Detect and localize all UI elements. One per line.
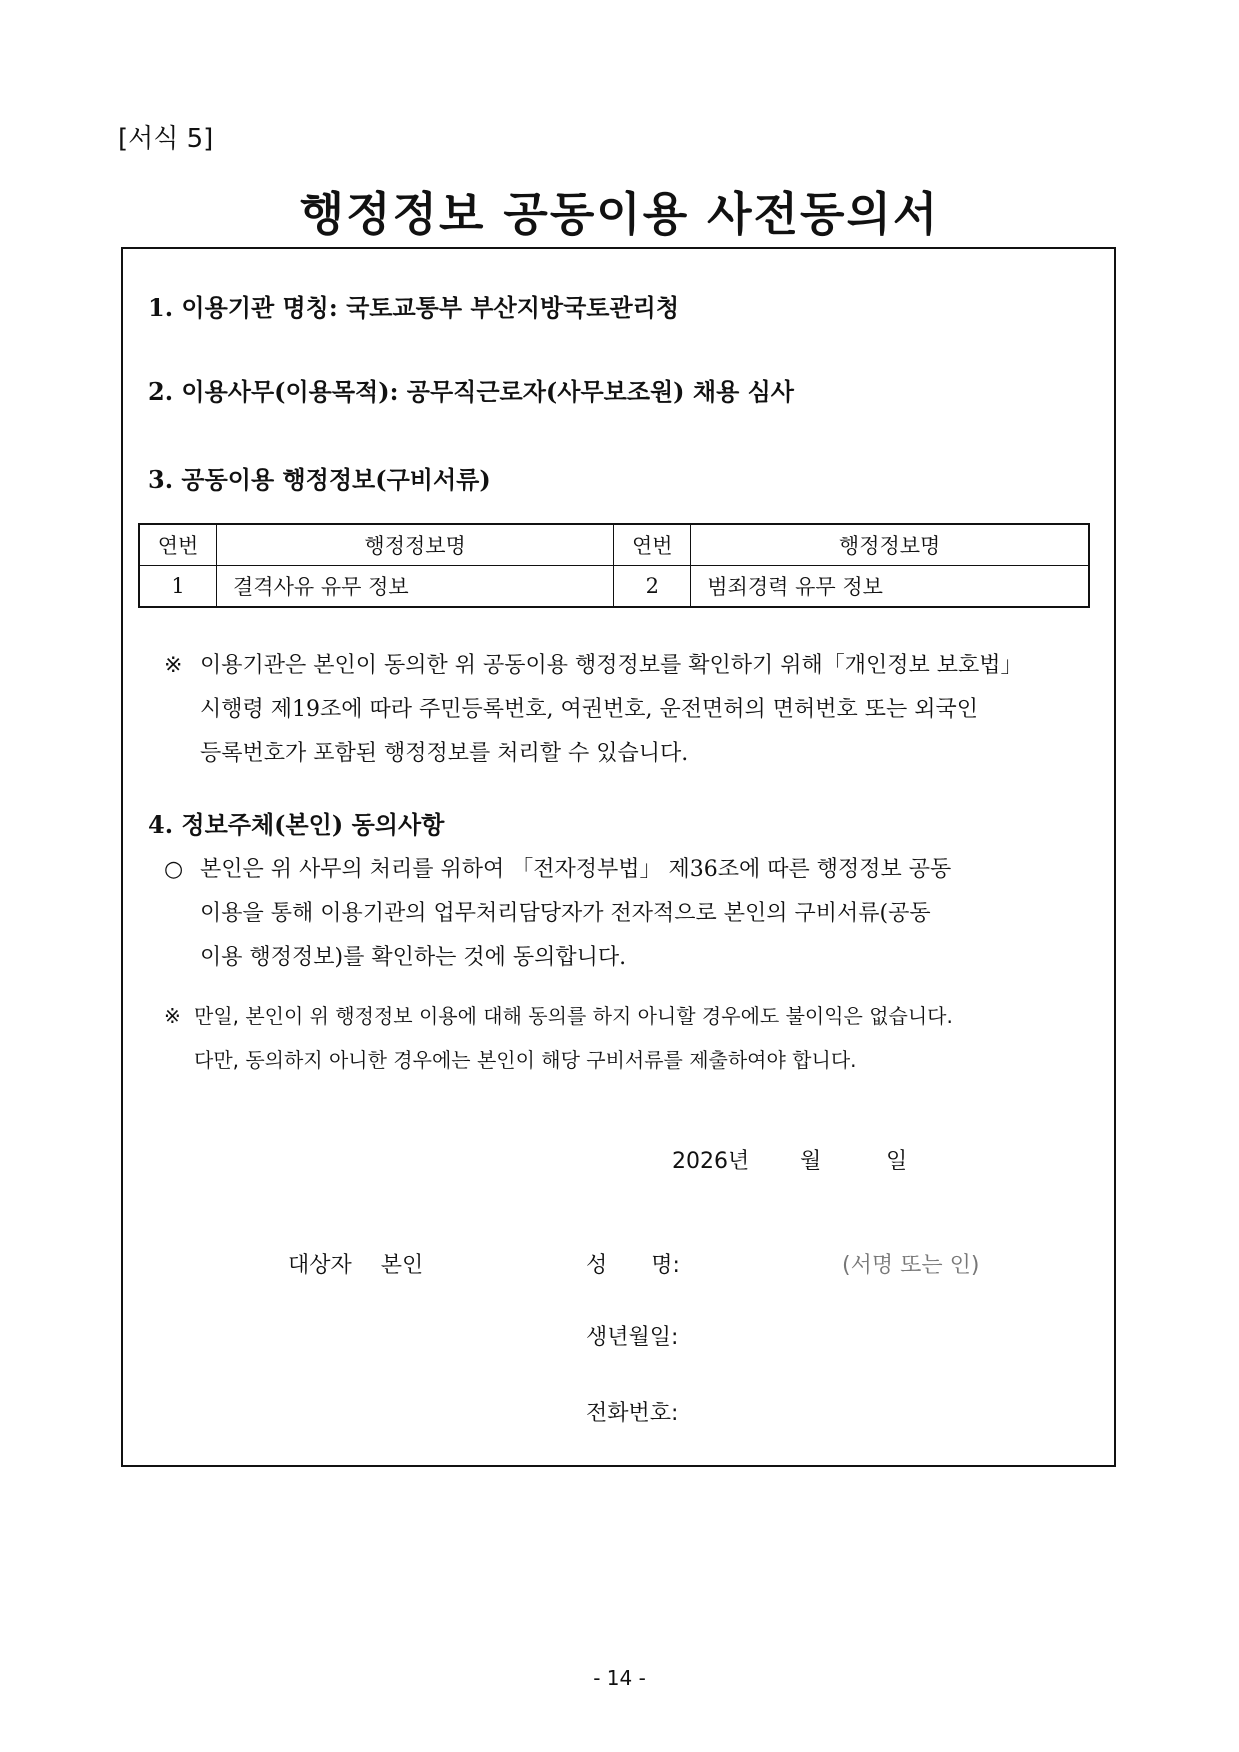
consent-line-2: 이용을 통해 이용기관의 업무처리담당자가 전자적으로 본인의 구비서류(공동 xyxy=(200,901,931,926)
section-purpose: 2. 이용사무(이용목적): 공무직근로자(사무보조원) 채용 심사 xyxy=(148,377,794,406)
row-name-1: 결격사유 유무 정보 xyxy=(217,566,614,608)
privacy-note-line-3: 등록번호가 포함된 행정정보를 처리할 수 있습니다. xyxy=(200,741,689,766)
section-agency-name: 1. 이용기관 명칭: 국토교통부 부산지방국토관리청 xyxy=(148,293,680,322)
note-mark: ※ xyxy=(164,653,183,678)
date-day: 일 xyxy=(886,1149,908,1174)
consent-line-3: 이용 행정정보)를 확인하는 것에 동의합니다. xyxy=(200,945,627,970)
subject-label: 대상자 본인 xyxy=(288,1253,424,1278)
consent-statement xyxy=(164,848,1104,980)
form-label: [서식 5] xyxy=(118,124,214,154)
section-consent: 4. 정보주체(본인) 동의사항 xyxy=(148,810,445,839)
refusal-note-line-1: 만일, 본인이 위 행정정보 이용에 대해 동의를 하지 아니할 경우에도 불이익은 없습니다. xyxy=(194,1004,953,1028)
section-shared-info: 3. 공동이용 행정정보(구비서류) xyxy=(148,465,491,494)
privacy-note xyxy=(164,644,1104,776)
table-row xyxy=(139,566,1089,608)
date-month: 월 xyxy=(800,1149,822,1174)
table-header-row xyxy=(139,524,1089,566)
header-no-1: 연번 xyxy=(139,524,217,566)
date-year: 2026년 xyxy=(672,1149,750,1174)
shared-info-table xyxy=(138,523,1090,608)
row-no-1: 1 xyxy=(139,566,217,608)
privacy-note-line-2: 시행령 제19조에 따라 주민등록번호, 여권번호, 운전면허의 면허번호 또는 외국인 xyxy=(200,697,978,722)
header-no-2: 연번 xyxy=(614,524,691,566)
note-mark: ※ xyxy=(164,1004,181,1028)
phone-label: 전화번호: xyxy=(586,1401,679,1426)
signature-hint: (서명 또는 인) xyxy=(842,1253,980,1278)
refusal-note-line-2: 다만, 동의하지 아니한 경우에는 본인이 해당 구비서류를 제출하여야 합니다. xyxy=(194,1048,857,1072)
refusal-note xyxy=(164,994,1104,1082)
circle-bullet-icon: ○ xyxy=(164,857,184,882)
name-label: 성 명: xyxy=(586,1253,680,1278)
row-no-2: 2 xyxy=(614,566,691,608)
consent-line-1: 본인은 위 사무의 처리를 위하여 「전자정부법」 제36조에 따른 행정정보 공동 xyxy=(200,857,952,882)
page-number: - 14 - xyxy=(593,1666,646,1690)
header-name-1: 행정정보명 xyxy=(217,524,614,566)
header-name-2: 행정정보명 xyxy=(691,524,1089,566)
row-name-2: 범죄경력 유무 정보 xyxy=(691,566,1089,608)
document-title: 행정정보 공동이용 사전동의서 xyxy=(299,187,940,241)
privacy-note-line-1: 이용기관은 본인이 동의한 위 공동이용 행정정보를 확인하기 위해「개인정보 보호법」 xyxy=(200,653,1023,678)
birthdate-label: 생년월일: xyxy=(586,1325,679,1350)
